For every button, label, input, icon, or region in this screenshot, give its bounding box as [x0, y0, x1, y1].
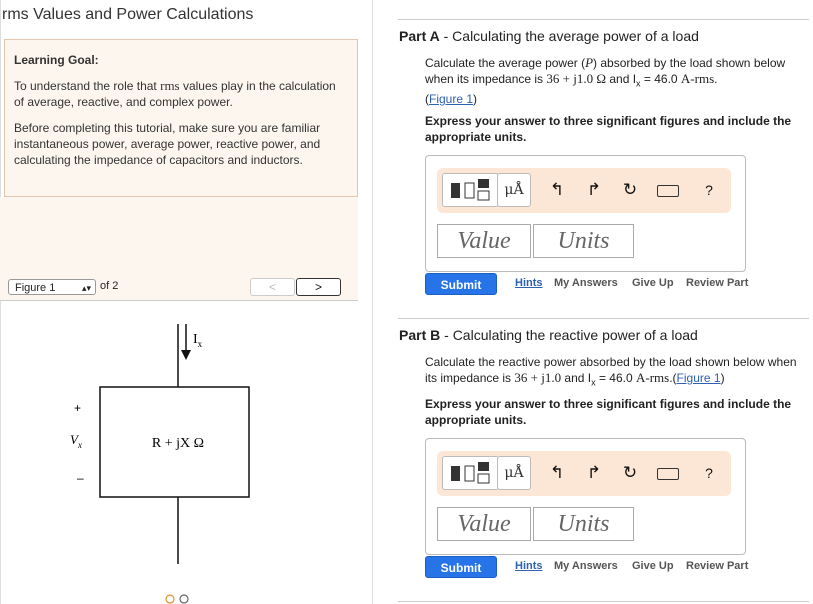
part-a-question: Calculate the average power (P) absorbed by the load shown below when its impedance is 36 + j1.0 Ω and $I_x = 46.0$ A-rms. (Figure 1) — [425, 55, 786, 107]
part-a-instruction: Express your answer to three significant figures and include the appropriate units. — [425, 114, 792, 144]
help-icon[interactable]: ? — [705, 465, 713, 481]
undo-icon[interactable]: ↰ — [549, 463, 565, 482]
undo-icon[interactable]: ↰ — [549, 180, 565, 199]
part-b-question: Calculate the reactive power absorbed by the load shown below when its impedance is 36 + j1.0 and $I_x = 46.0$ A-rms.(Figure 1) — [425, 355, 797, 388]
part-a-hints-link[interactable]: Hints — [515, 277, 543, 289]
plus-label: + — [74, 401, 82, 415]
figure-count: of 2 — [100, 280, 119, 292]
circuit-figure — [0, 300, 372, 604]
select-arrows-icon: ▴▾ — [81, 283, 91, 293]
part-b-template-button[interactable] — [442, 456, 499, 490]
part-b-value-input[interactable]: Value — [437, 507, 531, 541]
part-b-give-up-link[interactable]: Give Up — [632, 560, 674, 572]
part-c-divider — [398, 601, 809, 602]
page-title: rms Values and Power Calculations — [2, 6, 254, 23]
part-a-my-answers-link[interactable]: My Answers — [554, 277, 618, 289]
figure-select-value: Figure 1 — [15, 282, 56, 294]
part-b-review-part-link[interactable]: Review Part — [686, 560, 749, 572]
part-b-divider — [398, 318, 809, 319]
redo-icon[interactable]: ↱ — [586, 180, 602, 199]
column-separator — [372, 0, 373, 604]
prerequisites-text: Before completing this tutorial, make sure you are familiar instantaneous power, average power, reactive power, and calculating the impedance of capacitors and inductors. — [14, 121, 321, 167]
part-a-value-input[interactable]: Value — [437, 224, 531, 258]
part-a-units-button[interactable]: μÅ — [497, 173, 531, 207]
part-a-figure-link[interactable]: Figure 1 — [429, 92, 474, 107]
page-dot-2[interactable] — [180, 595, 188, 603]
current-label: $I_x$ — [193, 332, 203, 349]
part-a-submit-button[interactable]: Submit — [425, 273, 497, 295]
part-a-title: Part A - Calculating the average power of a load — [399, 28, 699, 44]
part-b-units-input[interactable]: Units — [533, 507, 634, 541]
voltage-label: $V_x$ — [70, 432, 82, 450]
reset-icon[interactable]: ↻ — [622, 463, 638, 482]
part-b-figure-link[interactable]: Figure 1 — [676, 371, 721, 385]
reset-icon[interactable]: ↻ — [622, 180, 638, 199]
part-a-divider — [398, 19, 809, 20]
part-b-units-button[interactable]: μÅ — [497, 456, 531, 490]
part-a-template-button[interactable] — [442, 173, 499, 207]
part-b-title: Part B - Calculating the reactive power of a load — [399, 327, 698, 343]
part-b-instruction: Express your answer to three significant figures and include the appropriate units. — [425, 397, 792, 427]
minus-label: – — [77, 471, 84, 485]
keyboard-icon[interactable] — [657, 468, 679, 480]
part-a-give-up-link[interactable]: Give Up — [632, 277, 674, 289]
figure-select[interactable] — [8, 279, 96, 295]
next-figure-button[interactable]: > — [296, 278, 341, 296]
part-a-review-part-link[interactable]: Review Part — [686, 277, 749, 289]
part-b-my-answers-link[interactable]: My Answers — [554, 560, 618, 572]
keyboard-icon[interactable] — [657, 185, 679, 197]
part-b-submit-button[interactable]: Submit — [425, 556, 497, 578]
previous-figure-button[interactable]: < — [250, 278, 295, 296]
current-arrow-icon — [181, 350, 191, 360]
impedance-label: R + jX Ω — [151, 436, 205, 451]
templates-icon — [443, 457, 498, 489]
learning-goal-heading: Learning Goal: — [14, 53, 99, 67]
learning-goal-text: To understand the role that rms values play in the calculation of average, reactive, and complex power. — [14, 78, 336, 109]
page-dot-1[interactable] — [166, 595, 174, 603]
templates-icon — [443, 174, 498, 206]
part-b-hints-link[interactable]: Hints — [515, 560, 543, 572]
help-icon[interactable]: ? — [705, 182, 713, 198]
redo-icon[interactable]: ↱ — [586, 463, 602, 482]
part-a-units-input[interactable]: Units — [533, 224, 634, 258]
